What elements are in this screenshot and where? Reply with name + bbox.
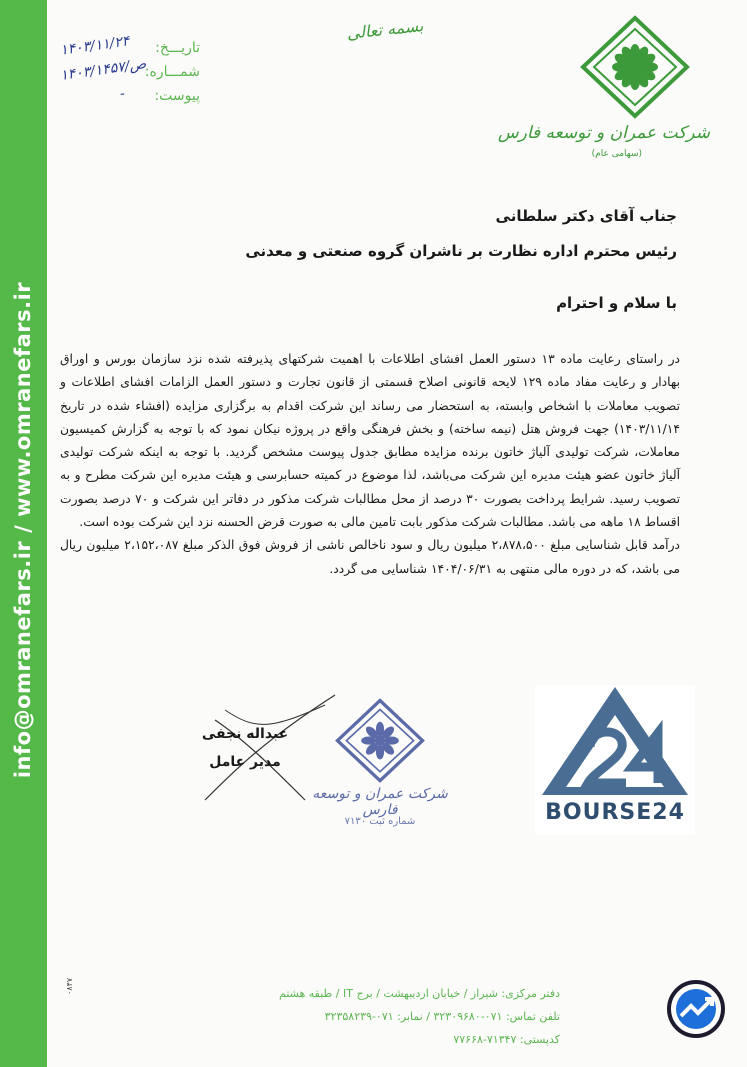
body-paragraph-2: درآمد قابل شناسایی مبلغ ۲،۸۷۸،۵۰۰ میلیون ریال و سود ناخالص ناشی از فروش فوق الذکر مبلغ ۲،۱۵۲،۰۸۷ میلیون ریال می باشد، که در دوره مالی منتهی به ۱۴۰۴/۰۶/۳۱ شناسایی می گردد. — [60, 538, 680, 576]
bourse24-logo-icon — [540, 685, 690, 797]
recipient-name: جناب آقای دکتر سلطانی — [495, 207, 677, 225]
document-code: ۰۸۴۷ — [65, 977, 74, 995]
signatory-name: عبداله نجفی — [201, 726, 289, 742]
recipient-title: رئیس محترم اداره نظارت بر ناشران گروه صنعتی و معدنی — [245, 242, 677, 260]
company-logo — [497, 15, 710, 165]
trend-badge-icon — [667, 980, 725, 1038]
number-value: ۱۴۰۳/ص/۱۴۵۷ — [59, 56, 148, 84]
date-label: تاریـــخ: — [155, 40, 200, 56]
attachment-label: پیوست: — [154, 88, 200, 104]
company-name: شرکت عمران و توسعه فارس — [497, 123, 710, 143]
bourse24-text: BOURSE24 — [545, 800, 685, 825]
number-row — [59, 56, 200, 88]
bismillah-header: بسمه تعالی — [345, 16, 425, 43]
signature-block — [195, 690, 455, 840]
footer-address: دفتر مرکزی: شیراز / خیابان اردیبهشت / برج IT / طبقه هشتم — [279, 987, 560, 1000]
letter-footer — [150, 982, 560, 1051]
contact-text: info@omranefars.ir / www.omranefars.ir — [11, 281, 35, 779]
letter-body — [60, 348, 680, 581]
signatory-title: مدیر عامل — [209, 754, 281, 770]
stamp-rosette-icon — [335, 698, 425, 784]
attachment-row — [60, 85, 200, 112]
footer-postal-code: کدپستی: ۷۱۳۴۷-۷۷۶۶۸ — [453, 1033, 560, 1046]
company-type: (سهامی عام) — [591, 149, 642, 159]
contact-sidebar — [0, 0, 47, 1067]
company-stamp — [300, 698, 460, 838]
body-paragraph-1: در راستای رعایت ماده ۱۳ دستور العمل افشای اطلاعات با اهمیت شرکتهای پذیرفته شده نزد سازمان بورس و اوراق بهادار و رعایت مفاد ماده ۱۲۹ لایحه قانونی اصلاح قسمتی از قانون تجارت و دستور العمل الزامات افشای اطلاعات و تصویب معاملات با اشخاص وابسته، به استحضار می رساند این شرکت اقدام به برگزاری مزایده (افشاء شده در تاریخ ۱۴۰۳/۱۱/۱۴) جهت فروش هتل (نیمه ساخته) و بخش فرهنگی واقع در پروژه نیکان نمود که با توجه به گزارش کمیسیون معاملات، شرکت تولیدی آلیاژ خاتون برنده مزایده مطابق جدول پیوست مشخص گردید. با توجه به اینکه شرکت تولیدی آلیاژ خاتون عضو هیئت مدیره این شرکت می‌باشد، لذا موضوع در کمیته حسابرسی و هیئت مدیره این شرکت مطرح و به تصویب رسید. شرایط پرداخت بصورت ۳۰ درصد از محل مطالبات شرکت مذکور در دفاتر این شرکت و ۷۰ درصد بصورت اقساط ۱۸ ماهه می باشد. مطالبات شرکت مذکور بابت تامین مالی به صورت قرض الحسنه نزد این شرکت بوده است. — [60, 352, 681, 530]
stamp-registration: شماره ثبت ۷۱۳۰ — [344, 816, 416, 827]
greeting: با سلام و احترام — [556, 294, 677, 312]
attachment-value: - — [118, 85, 126, 103]
footer-phones: تلفن تماس: ۰۷۱-۳۲۳۰۹۶۸۰ / نمابر: ۰۷۱-۳۲۳۵۸۲۳۹ — [324, 1010, 560, 1023]
rosette-logo-icon — [580, 15, 690, 120]
letter-meta — [59, 33, 200, 112]
number-label: شمـــاره: — [144, 64, 200, 80]
date-value: ۱۴۰۳/۱۱/۲۴ — [59, 33, 131, 59]
stamp-company-name: شرکت عمران و توسعه فارس — [312, 786, 448, 818]
bourse24-watermark — [535, 685, 695, 835]
